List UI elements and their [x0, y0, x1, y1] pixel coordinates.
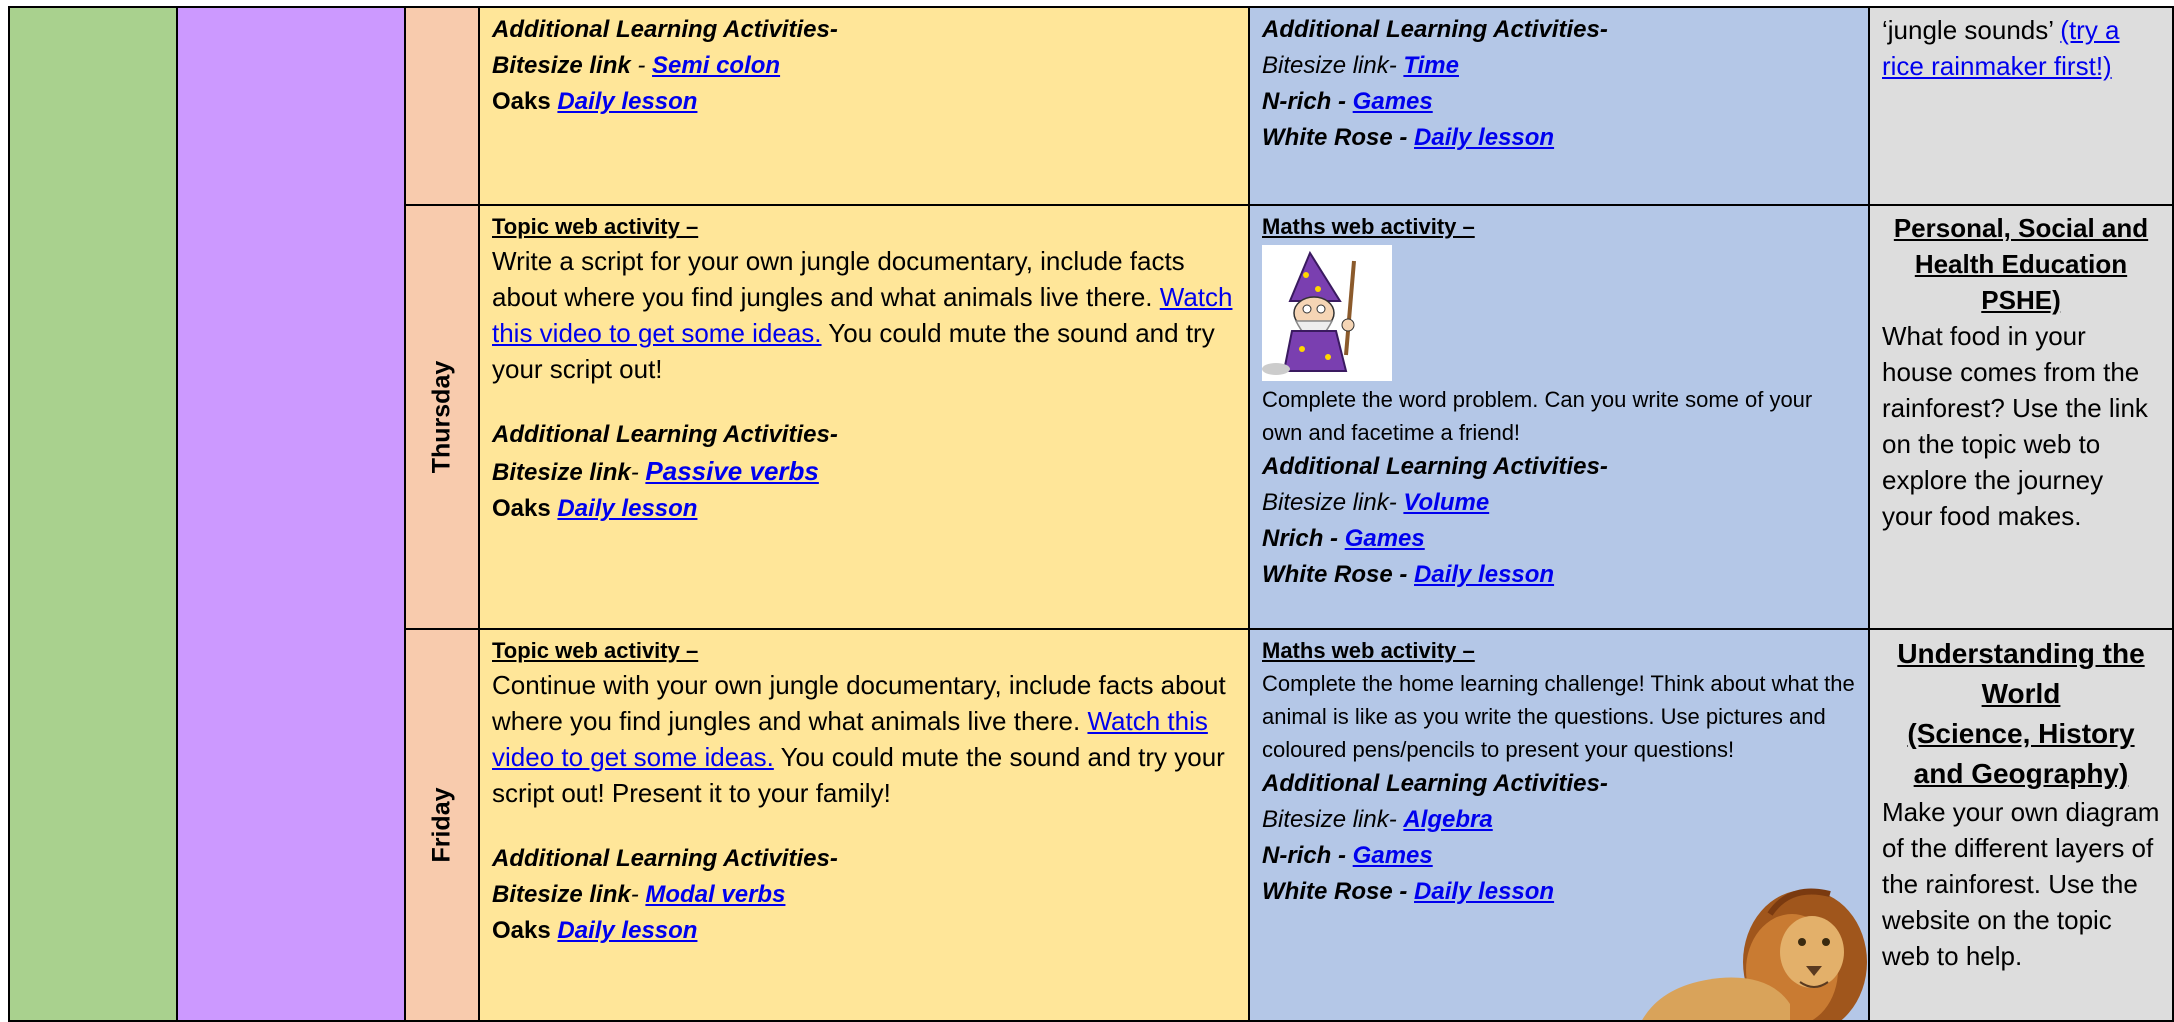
nrich-games-link[interactable]: Games [1352, 842, 1433, 869]
utw-heading-line1: Understanding the World [1897, 638, 2145, 709]
lion-image [1600, 874, 1870, 1022]
oaks-label: Oaks [492, 88, 551, 115]
pshe-heading: Personal, Social and Health Education PSHE) [1893, 213, 2149, 315]
topic-cell-top [1868, 6, 2174, 206]
bitesize-prefix: Bitesize link [1262, 806, 1389, 833]
bitesize-prefix: Bitesize link [1262, 52, 1389, 79]
thursday-literacy-text: Write a script for your own jungle documentary, include facts about where you find jungles and what animals live there. Watch this video to get some ideas. You could mute the sound and try your script out! [492, 246, 1233, 384]
day-cell-friday [404, 628, 480, 1022]
day-cell-top [404, 6, 480, 206]
day-cell-thursday [404, 204, 480, 630]
maths-cell-friday: Maths web activity – Complete the home learning challenge! Think about what the animal is like as you write the questions. Use pictures and coloured pens/pencils to present your questions! Additional Learning Activities- Bitesize link- Algebra N-rich - Games White Rose - Daily lesson [1248, 628, 1870, 1022]
nrich-games-link[interactable]: Games [1344, 525, 1425, 552]
literacy-cell-top: Additional Learning Activities- Bitesize link - Semi colon Oaks Daily lesson [478, 6, 1250, 206]
bitesize-link-modal-verbs[interactable]: Modal verbs [645, 881, 786, 908]
nrich-label: N-rich - [1262, 842, 1346, 869]
bitesize-link-volume[interactable]: Volume [1403, 489, 1490, 516]
day-label-friday: Friday [427, 787, 456, 863]
maths-cell-thursday: Maths web activity – Complete the word problem. Can you write some of your own and facetime a friend! Additional Learning Activities- Bitesize link- Volume Nrich - Games White Rose - Daily lesson [1248, 204, 1870, 630]
white-rose-daily-lesson-link[interactable]: Daily lesson [1414, 561, 1555, 588]
bitesize-prefix: Bitesize link [492, 52, 631, 79]
white-rose-daily-lesson-link[interactable]: Daily lesson [1414, 124, 1555, 151]
white-rose-label: White Rose - [1262, 561, 1408, 588]
bitesize-link-algebra[interactable]: Algebra [1403, 806, 1493, 833]
purple-column [176, 6, 406, 1022]
ala-label: Additional Learning Activities- [1262, 16, 1608, 43]
lion-icon [1600, 874, 1870, 1022]
friday-maths-text: Complete the home learning challenge! Think about what the animal is like as you write the questions. Use pictures and coloured pens/pencils to present your questions! [1262, 671, 1855, 762]
topic-web-heading: Topic web activity – [492, 214, 699, 239]
friday-literacy-text: Continue with your own jungle documentary, include facts about where you find jungles and what animals live there. Watch this video to get some ideas. You could mute the sound and try your script out! Present it to your family! [492, 670, 1226, 808]
video-link[interactable]: Watch this video to get some ideas. [492, 282, 1233, 348]
white-rose-daily-lesson-link[interactable]: Daily lesson [1414, 878, 1555, 905]
utw-text: Make your own diagram of the different layers of the rainforest. Use the website on the topic web to help. [1882, 797, 2160, 971]
utw-heading-line2: (Science, History and Geography) [1907, 718, 2135, 789]
white-rose-label: White Rose - [1262, 124, 1408, 151]
bitesize-prefix: Bitesize link [492, 881, 631, 908]
thursday-maths-text: Complete the word problem. Can you write some of your own and facetime a friend! [1262, 387, 1813, 445]
topic-cell-thursday [1868, 204, 2174, 630]
bitesize-link-passive-verbs[interactable]: Passive verbs [645, 456, 819, 486]
topic-cell-friday [1868, 628, 2174, 1022]
video-link[interactable]: Watch this video to get some ideas. [492, 706, 1208, 772]
nrich-label: Nrich - [1262, 525, 1339, 552]
white-rose-label: White Rose - [1262, 878, 1408, 905]
rainmaker-link[interactable]: (try a rice rainmaker first!) [1882, 15, 2120, 81]
maths-web-heading: Maths web activity – [1262, 638, 1475, 663]
oaks-label: Oaks [492, 917, 551, 944]
ala-label: Additional Learning Activities- [1262, 453, 1608, 480]
topic-web-heading: Topic web activity – [492, 638, 699, 663]
nrich-label: N-rich - [1262, 88, 1346, 115]
wizard-image [1262, 245, 1392, 381]
timetable-grid [8, 6, 2174, 1022]
bitesize-prefix: Bitesize link [492, 459, 631, 486]
nrich-games-link[interactable]: Games [1352, 88, 1433, 115]
ala-label: Additional Learning Activities- [492, 421, 838, 448]
literacy-cell-thursday: Topic web activity – Write a script for your own jungle documentary, include facts about where you find jungles and what animals live there. Watch this video to get some ideas. You could mute the sound and try your script out! Additional Learning Activities- Bitesize link- Passive verbs Oaks Daily lesson [478, 204, 1250, 630]
maths-web-heading: Maths web activity – [1262, 214, 1475, 239]
oaks-daily-lesson-link[interactable]: Daily lesson [557, 495, 698, 522]
oaks-daily-lesson-link[interactable]: Daily lesson [557, 88, 698, 115]
topic-text: ‘jungle sounds’ [1882, 15, 2061, 45]
oaks-label: Oaks [492, 495, 551, 522]
maths-cell-top: Additional Learning Activities- Bitesize link- Time N-rich - Games White Rose - Daily lesson [1248, 6, 1870, 206]
oaks-daily-lesson-link[interactable]: Daily lesson [557, 917, 698, 944]
bitesize-link-time[interactable]: Time [1403, 52, 1459, 79]
wizard-icon [1262, 245, 1392, 381]
green-column [8, 6, 178, 1022]
day-label-thursday: Thursday [427, 360, 456, 474]
ala-label: Additional Learning Activities- [1262, 770, 1608, 797]
pshe-text: What food in your house comes from the rainforest? Use the link on the topic web to explore the journey your food makes. [1882, 321, 2148, 531]
ala-label: Additional Learning Activities- [492, 16, 838, 43]
literacy-cell-friday: Topic web activity – Continue with your own jungle documentary, include facts about where you find jungles and what animals live there. Watch this video to get some ideas. You could mute the sound and try your script out! Present it to your family! Additional Learning Activities- Bitesize link- Modal verbs Oaks Daily lesson [478, 628, 1250, 1022]
bitesize-prefix: Bitesize link [1262, 489, 1389, 516]
bitesize-link-semi-colon[interactable]: Semi colon [652, 52, 781, 79]
ala-label: Additional Learning Activities- [492, 845, 838, 872]
